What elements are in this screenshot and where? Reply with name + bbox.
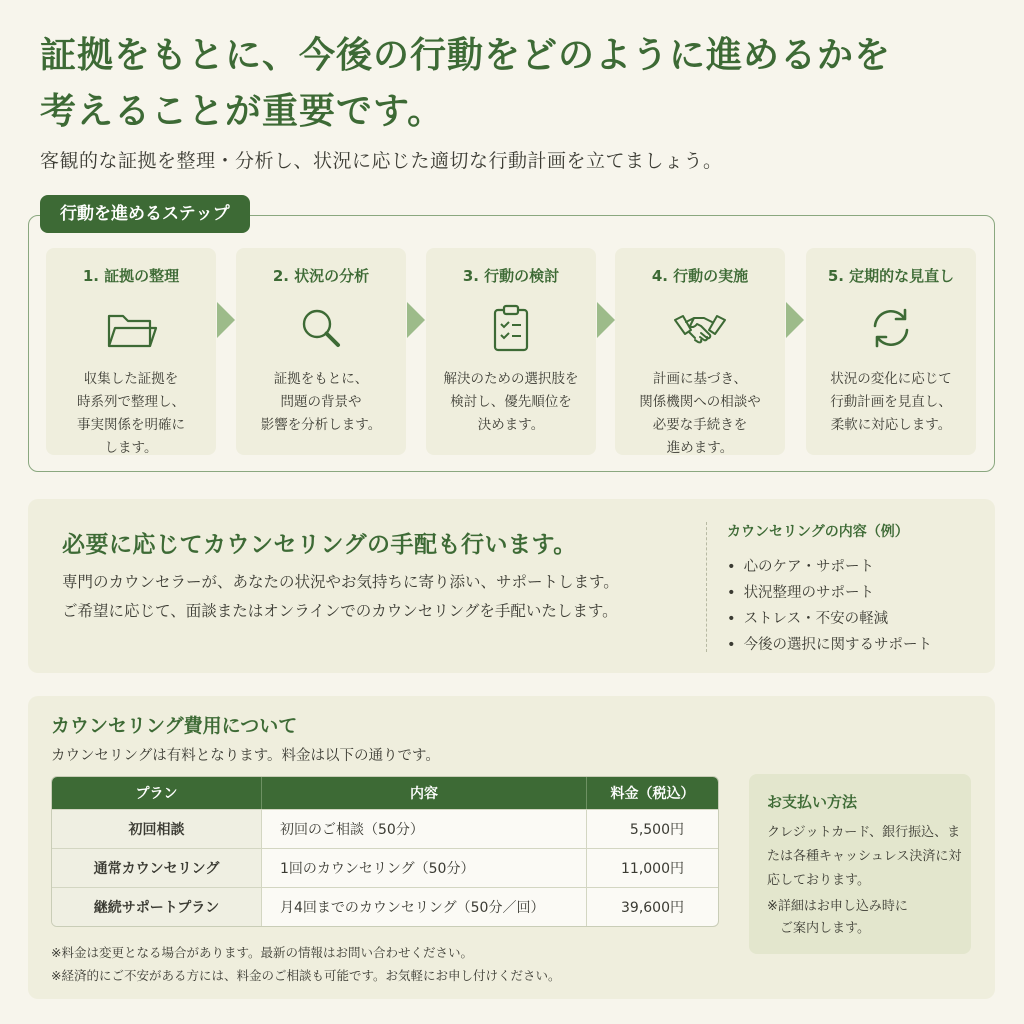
counseling-examples-title: カウンセリングの内容（例） <box>727 524 909 540</box>
column-header-price: 料金（税込） <box>587 777 718 809</box>
counseling-text-line2: ご希望に応じて、面談またはオンラインでのカウンセリングを手配いたします。 <box>62 602 618 620</box>
table-row <box>52 848 718 887</box>
refresh-icon <box>863 300 919 356</box>
step-card-2 <box>236 248 406 455</box>
step-arrow-icon <box>217 302 235 338</box>
clipboard-checklist-icon <box>483 300 539 356</box>
price-cell: 11,000円 <box>587 848 718 887</box>
plan-cell: 通常カウンセリング <box>52 848 262 887</box>
fee-note: ※経済的にご不安がある方には、料金のご相談も可能です。お気軽にお申し付けください。 <box>51 968 561 983</box>
list-item: • 心のケア・サポート <box>727 554 932 580</box>
step-title: 2. 状況の分析 <box>272 267 370 285</box>
list-item: • 今後の選択に関するサポート <box>727 632 932 658</box>
counseling-title: 必要に応じてカウンセリングの手配も行います。 <box>62 532 577 558</box>
counseling-text <box>62 568 702 626</box>
column-header-content: 内容 <box>262 777 587 809</box>
table-row <box>52 887 718 926</box>
fee-note: ※料金は変更となる場合があります。最新の情報はお問い合わせください。 <box>51 945 473 960</box>
magnifier-icon <box>293 300 349 356</box>
list-item: • 状況整理のサポート <box>727 580 932 606</box>
page-subtitle: 客観的な証拠を整理・分析し、状況に応じた適切な行動計画を立てましょう。 <box>40 150 723 172</box>
steps-tag: 行動を進めるステップ <box>40 195 250 233</box>
divider <box>706 522 707 652</box>
content-cell: 初回のご相談（50分） <box>262 809 587 848</box>
fee-subtitle: カウンセリングは有料となります。料金は以下の通りです。 <box>51 748 440 764</box>
fee-title: カウンセリング費用について <box>51 715 298 737</box>
page-title <box>40 28 1000 140</box>
step-description: 収集した証拠を 時系列で整理し、 事実関係を明確に します。 <box>77 371 185 456</box>
step-description: 状況の変化に応じて 行動計画を見直し、 柔軟に対応します。 <box>830 371 952 433</box>
step-title: 5. 定期的な見直し <box>827 267 955 285</box>
column-header-plan: プラン <box>52 777 262 809</box>
step-arrow-icon <box>786 302 804 338</box>
step-card-3 <box>426 248 596 455</box>
plan-cell: 継続サポートプラン <box>52 887 262 926</box>
step-title: 1. 証拠の整理 <box>82 267 180 285</box>
fee-table <box>51 776 719 927</box>
payment-title: お支払い方法 <box>767 793 858 811</box>
step-description: 計画に基づき、 関係機関への相談や 必要な手続きを 進めます。 <box>639 371 761 456</box>
counseling-examples-list <box>727 554 932 658</box>
table-header-row <box>52 777 718 809</box>
step-title: 4. 行動の実施 <box>651 267 749 285</box>
step-card-4 <box>615 248 785 455</box>
payment-note: ※詳細はお申し込み時に ご案内します。 <box>767 899 908 936</box>
table-row <box>52 809 718 848</box>
step-title: 3. 行動の検討 <box>462 267 560 285</box>
step-card-5 <box>806 248 976 455</box>
payment-text: クレジットカード、銀行振込、または各種キャッシュレス決済に対応しております。 <box>767 825 962 888</box>
price-cell: 39,600円 <box>587 887 718 926</box>
plan-cell: 初回相談 <box>52 809 262 848</box>
content-cell: 1回のカウンセリング（50分） <box>262 848 587 887</box>
page-title-line2: 考えることが重要です。 <box>40 91 445 132</box>
price-cell: 5,500円 <box>587 809 718 848</box>
step-arrow-icon <box>597 302 615 338</box>
step-description: 解決のための選択肢を 検討し、優先順位を 決めます。 <box>443 371 579 433</box>
counseling-text-line1: 専門のカウンセラーが、あなたの状況やお気持ちに寄り添い、サポートします。 <box>62 573 619 591</box>
page-title-line1: 証拠をもとに、今後の行動をどのように進めるかを <box>40 35 892 76</box>
step-arrow-icon <box>407 302 425 338</box>
step-card-1 <box>46 248 216 455</box>
fee-notes <box>51 941 560 987</box>
step-description: 証拠をもとに、 問題の背景や 影響を分析します。 <box>260 371 382 433</box>
folder-icon <box>103 300 159 356</box>
handshake-icon <box>672 300 728 356</box>
list-item: • ストレス・不安の軽減 <box>727 606 932 632</box>
content-cell: 月4回までのカウンセリング（50分／回） <box>262 887 587 926</box>
